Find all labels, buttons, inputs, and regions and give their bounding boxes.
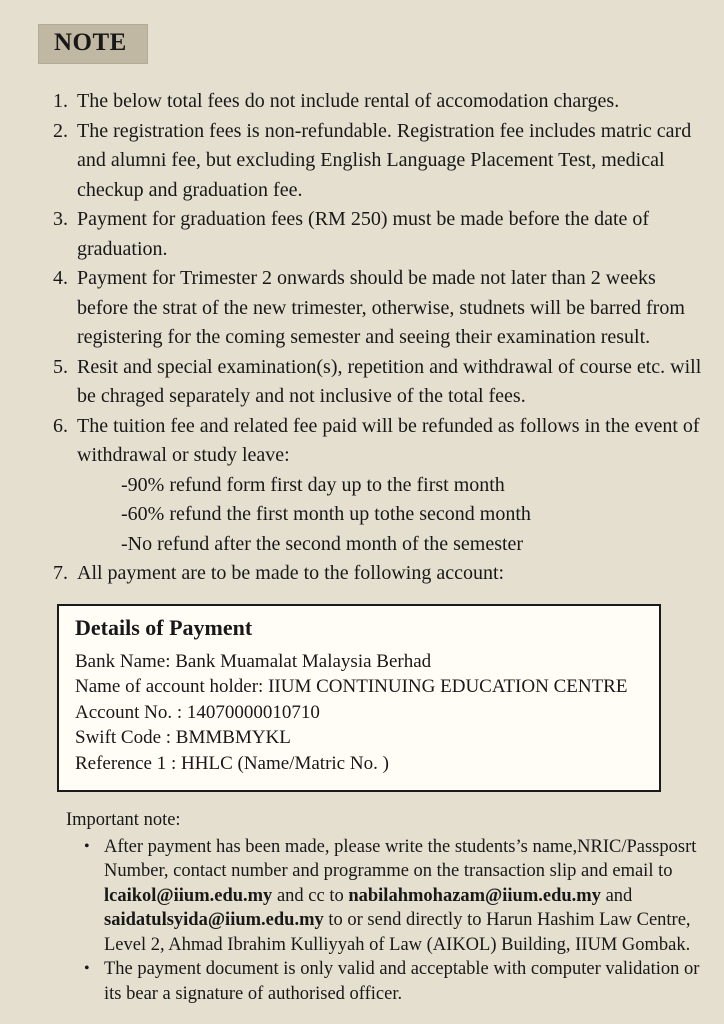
note-item-5 [53, 353, 712, 412]
email-address-saidatulsyida: saidatulsyida@iium.edu.my [104, 910, 324, 930]
payment-detail-account-holder: Name of account holder: IIUM CONTINUING EDUCATION CENTRE [75, 676, 628, 697]
notes-list [53, 87, 712, 589]
refund-line: -90% refund form first day up to the first month [121, 473, 505, 496]
note-item-number: 1. [53, 90, 68, 112]
bullet-text [104, 835, 700, 958]
note-item-number: 2. [53, 119, 68, 142]
note-item-number: 4. [53, 267, 68, 289]
note-item-text: All payment are to be made to the following account: [77, 562, 505, 584]
bullet-text-segment: After payment has been made, please write the students’s name,NRIC/Passposrt Number, contact number and programme on the transaction slip and email to [104, 836, 697, 881]
note-item-text: The below total fees do not include rental of accomodation charges. [77, 90, 620, 112]
important-bullet-2 [84, 957, 700, 1006]
note-item-number: 7. [53, 562, 68, 584]
note-heading-box [38, 24, 148, 64]
bullet-text-segment: and [600, 885, 633, 906]
note-heading-label: NOTE [54, 29, 127, 56]
note-item-number: 6. [53, 414, 68, 437]
note-item-text [77, 412, 712, 560]
payment-detail-bank-name: Bank Name: Bank Muamalat Malaysia Berhad [75, 650, 432, 672]
refund-terms [121, 471, 710, 560]
note-item-text: Payment for Trimester 2 onwards should be made not later than 2 weeks before the strat of the new trimester, otherwise, studnets will be barred from registering for the coming semester and seeing their examination result. [77, 267, 685, 348]
important-bullet-1 [84, 835, 700, 958]
bullet-text-segment: and cc to [272, 885, 349, 906]
note-item-text: Payment for graduation fees (RM 250) must be made before the date of graduation. [77, 208, 650, 260]
email-address-nabilahmohazam: nabilahmohazam@iium.edu.my [348, 885, 601, 906]
bullet-text: The payment document is only valid and acceptable with computer validation or its bear a signature of authorised officer. [104, 959, 700, 1004]
refund-line: -No refund after the second month of the semester [121, 532, 524, 555]
payment-details-box [57, 604, 661, 793]
payment-details-title: Details of Payment [75, 614, 253, 640]
note-item-4 [53, 264, 712, 353]
important-note-heading: Important note: [66, 810, 181, 830]
bullet-dot: • [84, 960, 90, 977]
refund-line: -60% refund the first month up tothe second month [121, 503, 531, 525]
important-note-section [66, 808, 700, 1006]
note-item-2 [53, 117, 712, 206]
note-item-text: Resit and special examination(s), repetition and withdrawal of course etc. will be chraged separately and not inclusive of the total fees. [77, 355, 702, 407]
note-item-3 [53, 205, 712, 264]
note-item-number: 5. [53, 355, 68, 378]
note-item-text: The registration fees is non-refundable. Registration fee includes matric card and alumni fee, but excluding English Language Placement Test, medical checkup and graduation fee. [77, 119, 692, 201]
payment-detail-swift-code: Swift Code : BMMBMYKL [75, 727, 291, 748]
bullet-dot: • [84, 837, 90, 855]
note-item-7 [53, 559, 712, 589]
payment-detail-reference: Reference 1 : HHLC (Name/Matric No. ) [75, 752, 389, 774]
note-item-number: 3. [53, 208, 68, 230]
bullet-text-segment: to or send directly to Harun Hashim Law Centre, Level 2, Ahmad Ibrahim Kulliyyah of Law (AIKOL) Building, IIUM Gombak. [104, 910, 691, 955]
note-item-text-main: The tuition fee and related fee paid will be refunded as follows in the event of withdrawal or study leave: [77, 414, 700, 466]
payment-detail-account-number: Account No. : 14070000010710 [75, 701, 320, 723]
email-address-lcaikol: lcaikol@iium.edu.my [104, 885, 273, 906]
note-item-6 [53, 412, 712, 560]
note-item-1 [53, 87, 712, 117]
